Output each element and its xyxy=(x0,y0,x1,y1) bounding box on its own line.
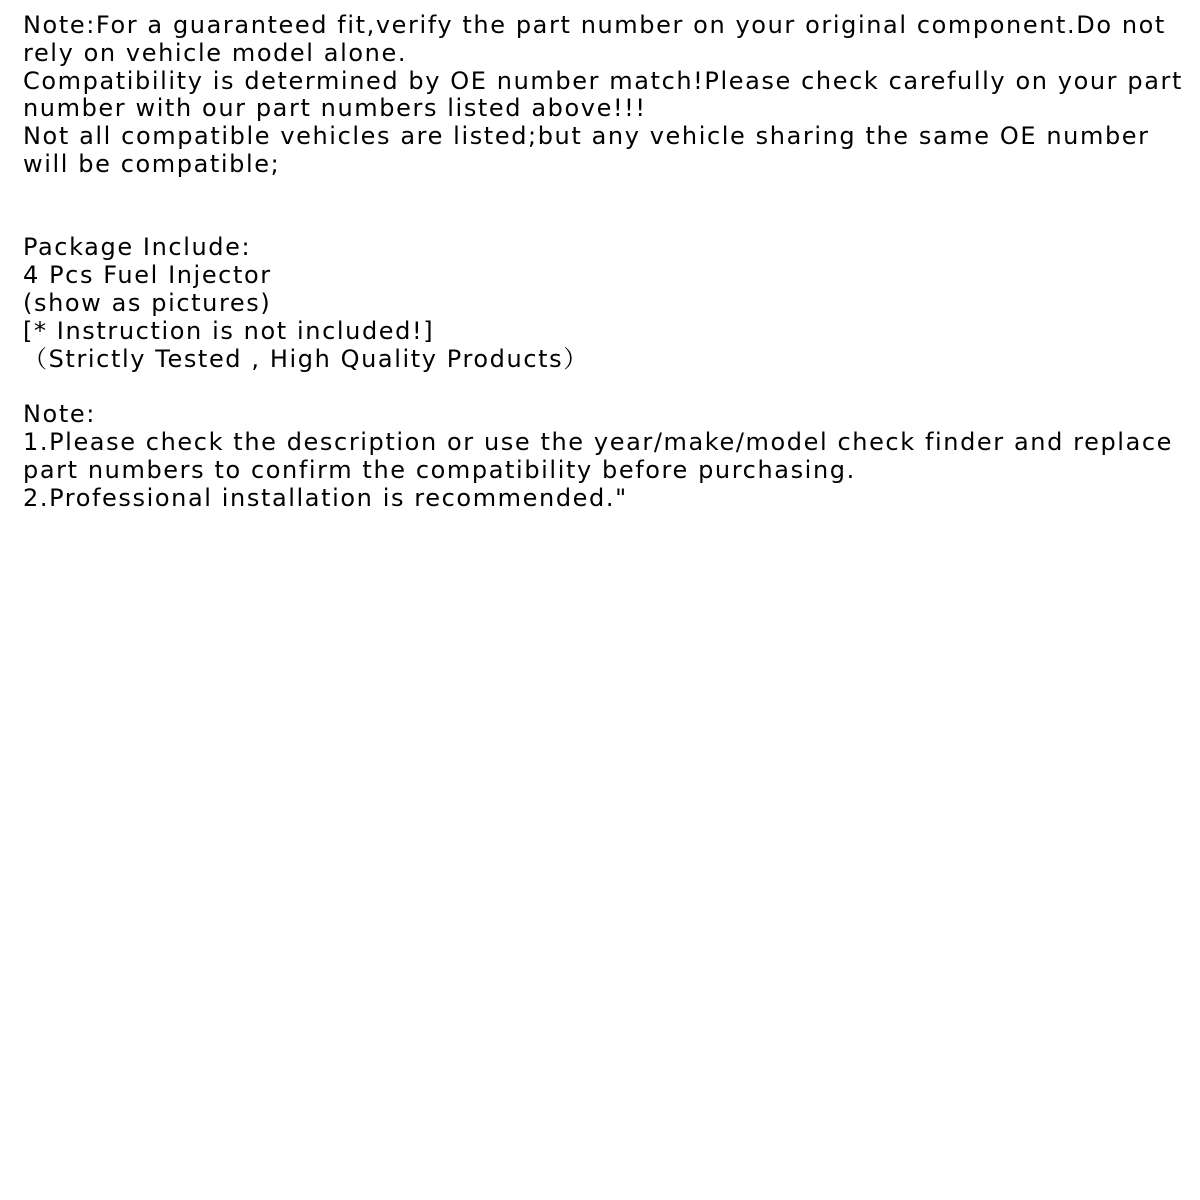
package-show-note: (show as pictures) xyxy=(23,288,272,317)
note-item-2: 2.Professional installation is recommended." xyxy=(23,483,628,512)
fitment-note: Note:For a guaranteed fit,verify the part number on your original component.Do not rely on vehicle model alone. xyxy=(23,11,1166,67)
package-quality-note: （Strictly Tested , High Quality Products） xyxy=(23,344,589,373)
vehicles-note: Not all compatible vehicles are listed;but any vehicle sharing the same OE number will be compatible; xyxy=(23,122,1150,178)
compatibility-note: Compatibility is determined by OE number match!Please check carefully on your part number with our part numbers listed above!!! xyxy=(23,66,1183,123)
package-instruction-note: [* Instruction is not included!] xyxy=(23,316,435,345)
spacer xyxy=(23,179,1183,235)
product-description xyxy=(23,12,1183,512)
notes-heading: Note: xyxy=(23,400,96,429)
package-heading: Package Include: xyxy=(23,233,252,262)
package-item: 4 Pcs Fuel Injector xyxy=(23,261,272,290)
spacer xyxy=(23,373,1183,401)
note-item-1: 1.Please check the description or use the year/make/model check finder and replace part numbers to confirm the compatibility before purchasing. xyxy=(23,427,1174,484)
